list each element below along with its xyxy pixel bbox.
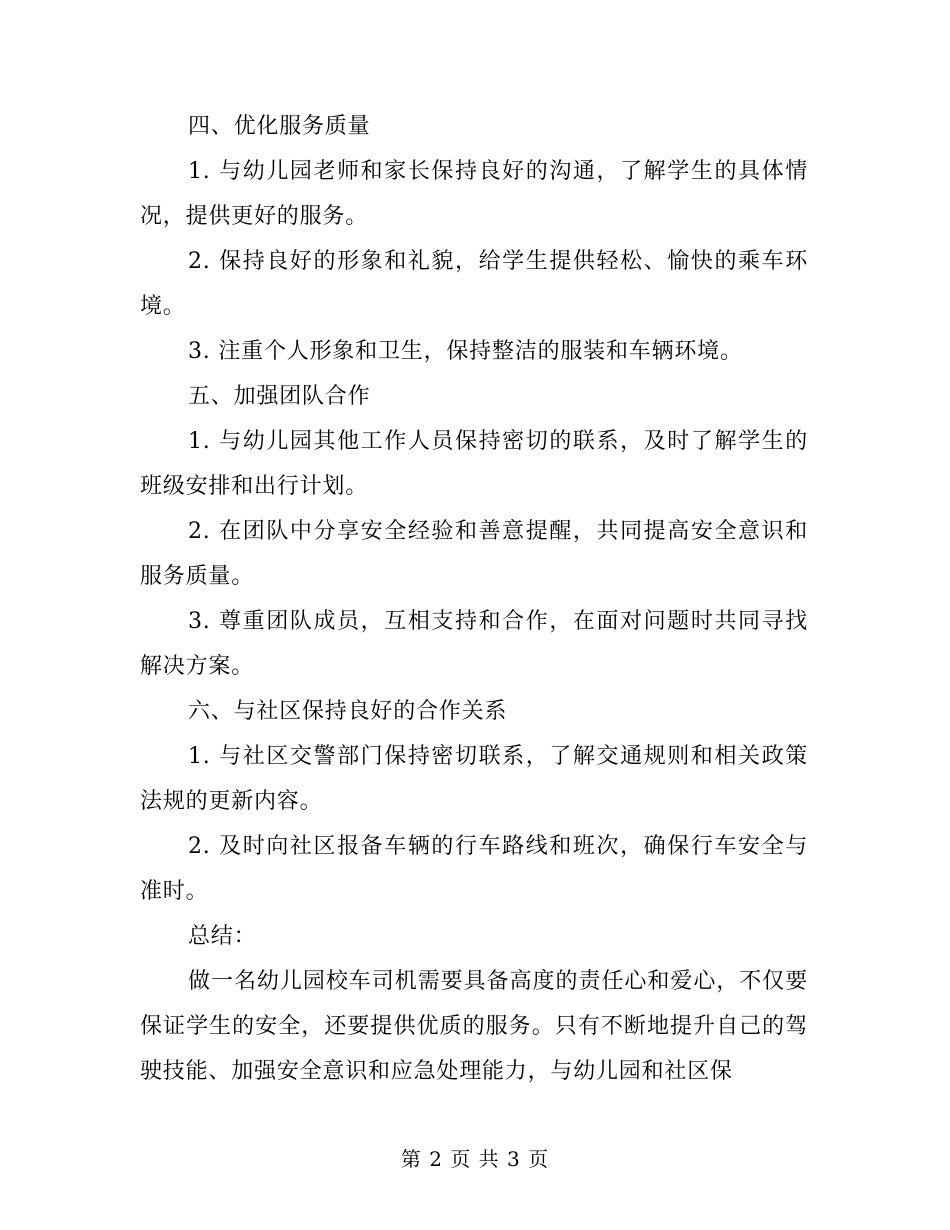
teamwork-item-3: 3. 尊重团队成员，互相支持和合作，在面对问题时共同寻找解决方案。 xyxy=(140,609,808,679)
service-quality-item-1: 1. 与幼儿园老师和家长保持良好的沟通，了解学生的具体情况，提供更好的服务。 xyxy=(140,159,808,229)
summary-heading: 总结： xyxy=(188,924,257,949)
community-item-2: 2. 及时向社区报备车辆的行车路线和班次，确保行车安全与准时。 xyxy=(140,834,808,904)
summary-paragraph: 做一名幼儿园校车司机需要具备高度的责任心和爱心，不仅要保证学生的安全，还要提供优质的服务。只有不断地提升自己的驾驶技能、加强安全意识和应急处理能力，与幼儿园和社区保 xyxy=(140,969,808,1084)
page-footer: 第 2 页 共 3 页 xyxy=(400,1147,550,1171)
section-heading-community: 六、与社区保持良好的合作关系 xyxy=(188,699,508,724)
document-body xyxy=(140,104,808,1094)
section-heading-teamwork: 五、加强团队合作 xyxy=(188,384,371,409)
teamwork-item-1: 1. 与幼儿园其他工作人员保持密切的联系，及时了解学生的班级安排和出行计划。 xyxy=(140,429,808,499)
section-heading-service-quality: 四、优化服务质量 xyxy=(188,114,371,139)
teamwork-item-2: 2. 在团队中分享安全经验和善意提醒，共同提高安全意识和服务质量。 xyxy=(140,519,808,589)
service-quality-item-2: 2. 保持良好的形象和礼貌，给学生提供轻松、愉快的乘车环境。 xyxy=(140,249,808,319)
service-quality-item-3: 3. 注重个人形象和卫生，保持整洁的服装和车辆环境。 xyxy=(188,339,743,364)
community-item-1: 1. 与社区交警部门保持密切联系，了解交通规则和相关政策法规的更新内容。 xyxy=(140,744,808,814)
